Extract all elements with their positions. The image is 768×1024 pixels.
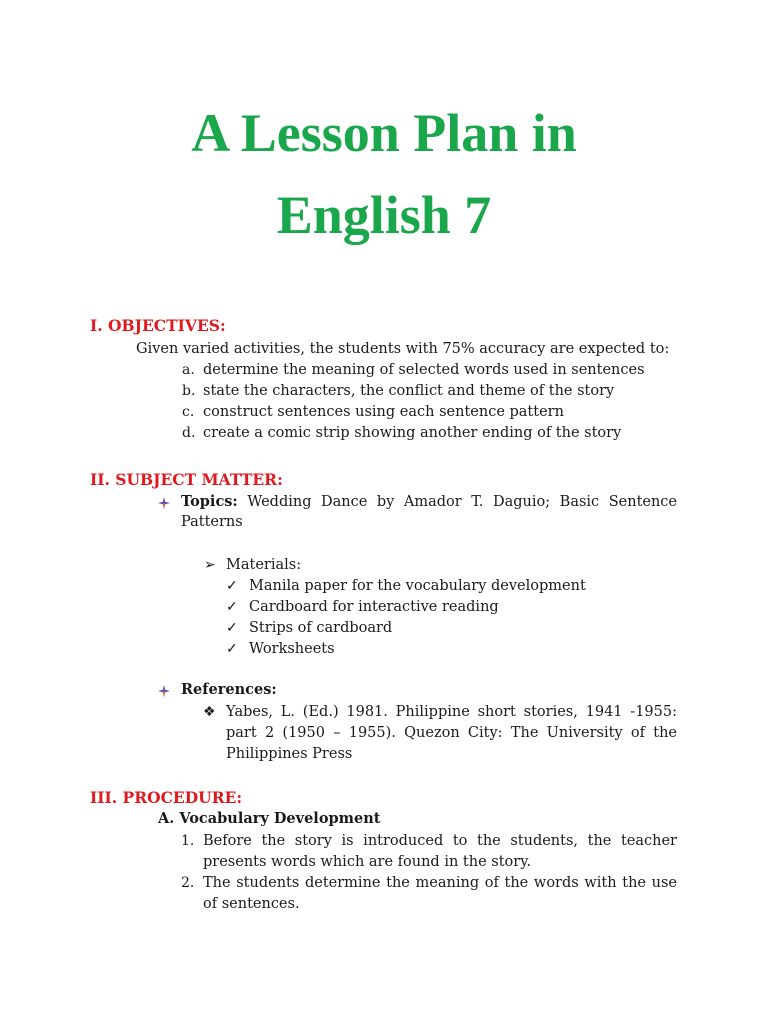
- four-point-star-icon: [158, 497, 170, 509]
- topics-line2: Patterns: [181, 514, 243, 530]
- topics-line1: [181, 492, 677, 513]
- reference-line1: Yabes, L. (Ed.) 1981. Philippine short stories, 1941 -1955:: [226, 704, 677, 720]
- list-item-marker: b.: [182, 383, 196, 399]
- list-item-marker: d.: [182, 425, 196, 441]
- arrowhead-icon: ➢: [204, 557, 216, 573]
- list-item-continuation: of sentences.: [203, 896, 300, 912]
- four-point-star-icon: [158, 685, 170, 697]
- list-item: construct sentences using each sentence pattern: [203, 404, 564, 420]
- diamond-cluster-icon: ❖: [203, 704, 216, 720]
- check-icon: ✓: [226, 599, 238, 615]
- check-icon: ✓: [226, 620, 238, 636]
- list-item: determine the meaning of selected words used in sentences: [203, 362, 645, 378]
- reference-line3: Philippines Press: [226, 746, 353, 762]
- list-item: state the characters, the conflict and theme of the story: [203, 383, 615, 399]
- list-item: Before the story is introduced to the students, the teacher: [203, 833, 677, 849]
- list-item: Strips of cardboard: [249, 620, 393, 636]
- list-item: The students determine the meaning of the words with the use: [203, 875, 677, 891]
- list-item-continuation: presents words which are found in the story.: [203, 854, 532, 870]
- list-item: Manila paper for the vocabulary development: [249, 578, 586, 594]
- list-item-marker: a.: [182, 362, 195, 378]
- procedure-subheading: A. Vocabulary Development: [158, 810, 381, 827]
- subject-matter-heading: II. SUBJECT MATTER:: [90, 470, 283, 489]
- procedure-heading: III. PROCEDURE:: [90, 788, 243, 807]
- check-icon: ✓: [226, 578, 238, 594]
- objectives-intro: Given varied activities, the students with 75% accuracy are expected to:: [136, 341, 670, 357]
- list-item: create a comic strip showing another ending of the story: [203, 425, 622, 441]
- reference-line2: part 2 (1950 – 1955). Quezon City: The University of the: [226, 725, 677, 741]
- objectives-heading: I. OBJECTIVES:: [90, 316, 226, 335]
- page-title-line2: English 7: [276, 185, 492, 245]
- references-label: References:: [181, 681, 277, 698]
- topics-text: Wedding Dance by Amador T. Daguio; Basic Sentence: [247, 494, 678, 510]
- topics-label: Topics:: [181, 493, 238, 510]
- check-icon: ✓: [226, 641, 238, 657]
- list-item-marker: 1.: [181, 833, 195, 849]
- list-item: Worksheets: [249, 641, 335, 657]
- list-item-marker: c.: [182, 404, 195, 420]
- list-item-marker: 2.: [181, 875, 195, 891]
- materials-label: Materials:: [226, 557, 302, 573]
- page-title-line1: A Lesson Plan in: [191, 103, 577, 163]
- list-item: Cardboard for interactive reading: [249, 599, 499, 615]
